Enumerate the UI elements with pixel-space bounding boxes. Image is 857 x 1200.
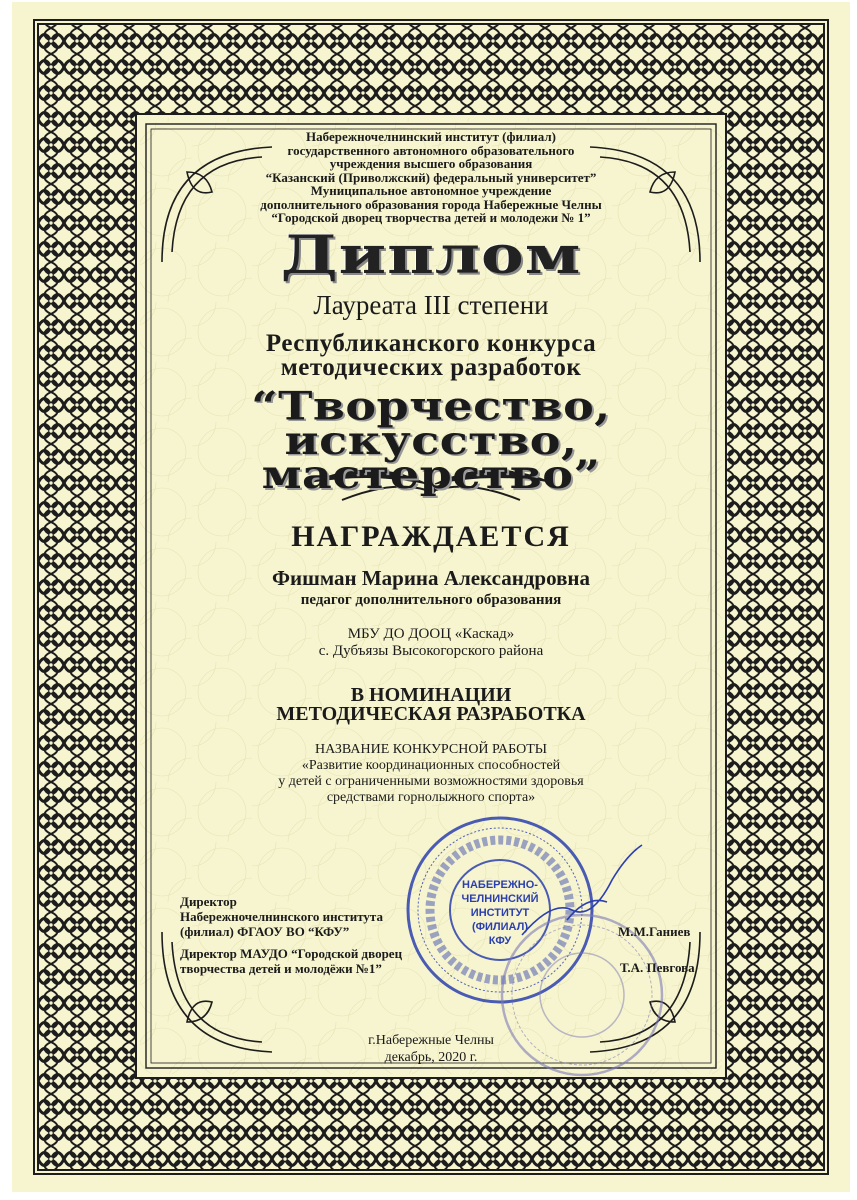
contest-name-line-2: мастерство”: [261, 451, 601, 498]
seal-line-3: ИНСТИТУТ: [470, 907, 530, 919]
contest-line-1: Республиканского конкурса: [265, 330, 597, 357]
recipient-name: Фишман Марина Александровна: [271, 566, 591, 590]
director-1-line-2: Набережночелнинского института: [180, 909, 383, 924]
diploma-sheet: [12, 2, 850, 1192]
director-2-name: Т.А. Певгова: [620, 960, 695, 975]
director-1-name: М.М.Ганиев: [618, 924, 691, 939]
issuer-header: [144, 130, 718, 225]
seal-line-4: (ФИЛИАЛ): [471, 921, 529, 933]
contest-line-2: методических разработок: [280, 354, 582, 381]
director-2-block: [180, 946, 460, 976]
work-line-3: средствами горнолыжного спорта»: [326, 790, 536, 805]
org-line-2: с. Дубъязы Высокогорского района: [318, 643, 544, 659]
work-line-2: у детей с ограниченными возможностями здоровья: [278, 774, 584, 789]
work-line-1: «Развитие координационных способностей: [301, 758, 561, 773]
header-line-3: учреждения высшего образования: [329, 156, 533, 171]
header-line-6: дополнительного образования города Набережные Челны: [260, 196, 602, 212]
header-line-2: государственного автономного образовательного: [287, 142, 575, 158]
contest-title: [131, 332, 731, 380]
contest-name: [111, 382, 751, 498]
director-1-line-3: (филиал) ФГАОУ ВО “КФУ”: [180, 924, 350, 939]
laureate-degree: Лауреата III степени: [313, 290, 549, 320]
diploma-title: Диплом: [280, 224, 582, 287]
director-2-line-1: Директор МАУДО “Городской дворец: [180, 946, 403, 961]
director-2-line-2: творчества детей и молодёжи №1”: [180, 961, 382, 976]
nomination: [131, 686, 731, 724]
awarded-label: НАГРАЖДАЕТСЯ: [291, 520, 571, 553]
work-label: НАЗВАНИЕ КОНКУРСНОЙ РАБОТЫ: [315, 742, 547, 757]
recipient-position: педагог дополнительного образования: [300, 592, 562, 608]
header-line-5: Муниципальное автономное учреждение: [310, 183, 552, 198]
org-line-1: МБУ ДО ДООЦ «Каскад»: [347, 626, 515, 642]
seal-line-2: ЧЕЛНИНСКИЙ: [461, 893, 539, 905]
footer-date: декабрь, 2020 г.: [384, 1050, 478, 1065]
footer: [131, 1032, 731, 1066]
seal-line-5: КФУ: [488, 935, 512, 947]
header-line-1: Набережночелнинский институт (филиал): [306, 129, 556, 144]
seal-line-1: НАБЕРЕЖНО-: [462, 879, 538, 891]
director-1-line-1: Директор: [180, 894, 237, 909]
director-1-block: [180, 894, 440, 939]
contest-name-line-1: “Творчество, искусство,: [251, 382, 611, 464]
nomination-label: В НОМИНАЦИИ: [350, 684, 512, 706]
header-line-4: “Казанский (Приволжский) федеральный университет”: [265, 169, 597, 185]
recipient-organization: [131, 626, 731, 660]
work-title: [131, 742, 731, 806]
nomination-value: МЕТОДИЧЕСКАЯ РАЗРАБОТКА: [276, 703, 586, 725]
header-line-7: “Городской дворец творчества детей и молодежи № 1”: [271, 210, 591, 225]
footer-city: г.Набережные Челны: [368, 1033, 494, 1048]
